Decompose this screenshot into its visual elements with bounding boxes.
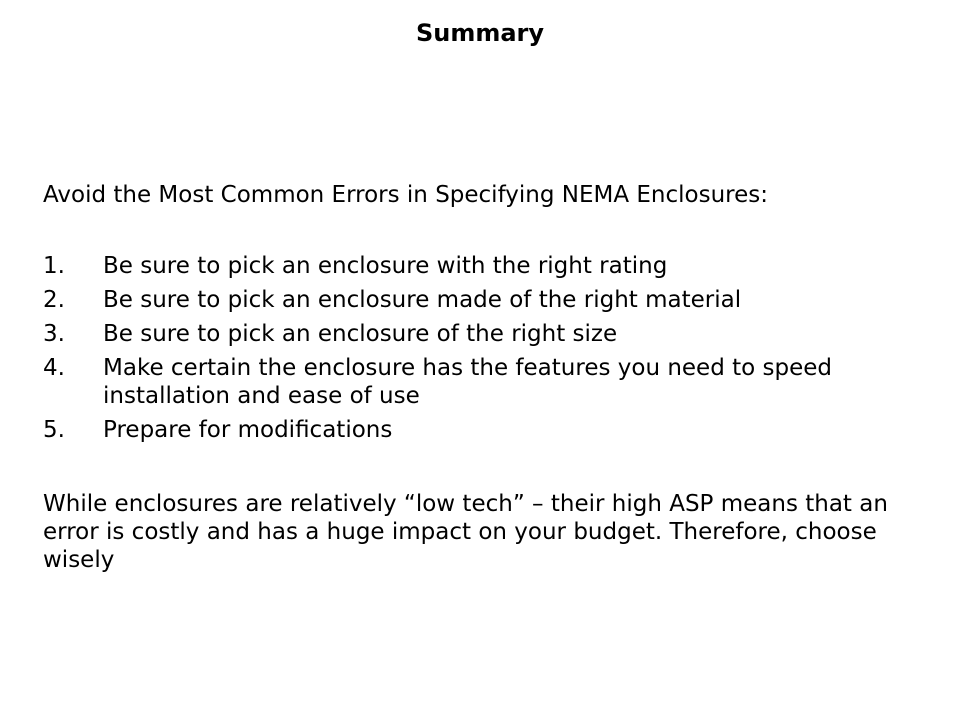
list-item bbox=[43, 286, 923, 314]
list-number: 1. bbox=[43, 253, 65, 279]
list-number: 4. bbox=[43, 355, 65, 381]
list-number: 2. bbox=[43, 287, 65, 313]
list-number: 3. bbox=[43, 321, 65, 347]
list-item-text: Be sure to pick an enclosure made of the right material bbox=[103, 287, 742, 313]
list-item bbox=[43, 416, 923, 444]
closing-paragraph: While enclosures are relatively “low tech” – their high ASP means that an error is costly and has a huge impact on your budget. Therefore, choose wisely bbox=[43, 491, 888, 573]
list-item bbox=[43, 354, 923, 410]
list-item bbox=[43, 252, 923, 280]
intro-text: Avoid the Most Common Errors in Specifying NEMA Enclosures: bbox=[43, 182, 768, 208]
list-item-text: Make certain the enclosure has the features you need to speed installation and ease of use bbox=[103, 355, 833, 409]
list-number: 5. bbox=[43, 417, 65, 443]
list-item-text: Prepare for modifications bbox=[103, 417, 393, 443]
errors-list bbox=[43, 252, 923, 444]
list-item bbox=[43, 320, 923, 348]
list-item-text: Be sure to pick an enclosure with the right rating bbox=[103, 253, 668, 279]
list-item-text: Be sure to pick an enclosure of the right size bbox=[103, 321, 618, 347]
slide-title: Summary bbox=[415, 19, 545, 47]
